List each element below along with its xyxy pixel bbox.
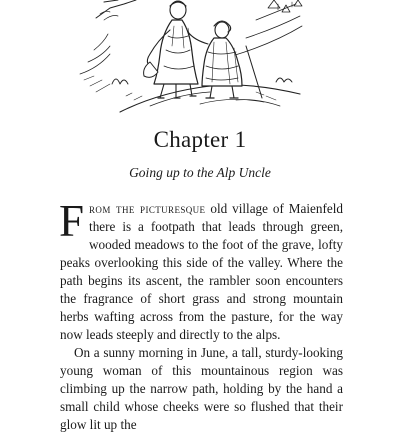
chapter-body [59, 196, 343, 434]
chapter-subtitle: Going up to the Alp Uncle [129, 165, 271, 180]
paragraph-1 [59, 196, 343, 344]
drop-cap: F [59, 196, 85, 246]
paragraph-1-text: old village of Maienfeld there is a footpath that leads through green, wooded meadows to the foot of the grave, lofty peaks overlooking this side of the valley. Where the path begins its ascent, the rambler soon encounters the fragrance of short grass and strong mountain herbs wafting across from the pasture, for the way now leads steeply and directly to the alps. [60, 201, 343, 342]
opening-small-caps: rom the picturesque [89, 201, 206, 216]
heidi-and-dete-climbing-sketch-icon [0, 0, 400, 112]
paragraph-2: On a sunny morning in June, a tall, sturdy-looking young woman of this mountainous region was climbing up the narrow path, holding by the hand a small child whose cheeks were so flushed that their glow lit up the [60, 345, 343, 432]
chapter-title: Chapter 1 [153, 127, 247, 152]
